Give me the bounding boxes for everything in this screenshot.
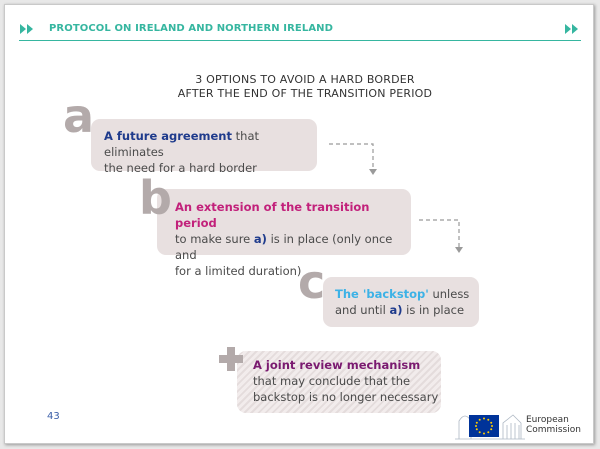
- option-a-line-2: the need for a hard border: [104, 161, 257, 175]
- option-b-letter: b: [139, 171, 172, 225]
- joint-review-line-1: A joint review mechanism: [253, 358, 421, 372]
- slide-heading: [155, 73, 455, 101]
- option-b-line-1: An extension of the transition period: [175, 200, 370, 230]
- page-number: 43: [47, 411, 60, 422]
- dashed-arrow-icon: [327, 141, 383, 177]
- joint-review-line-2: that may conclude that the: [253, 374, 411, 388]
- option-c-letter: c: [298, 255, 326, 309]
- header-rule: [19, 40, 581, 41]
- plus-icon: [218, 346, 244, 372]
- european-commission-wordmark: European Commission: [526, 415, 581, 435]
- option-a-emphasis: A future agreement: [104, 129, 232, 143]
- header-title: PROTOCOL ON IRELAND AND NORTHERN IRELAND: [49, 23, 334, 34]
- option-c-line-1: The 'backstop' unless: [335, 287, 470, 301]
- header: [5, 5, 595, 45]
- option-c-emphasis: The 'backstop': [335, 287, 429, 301]
- heading-line-1: 3 OPTIONS TO AVOID A HARD BORDER: [195, 73, 415, 86]
- option-b-line-3: for a limited duration): [175, 264, 302, 278]
- joint-review-line-3: backstop is no longer necessary: [253, 390, 439, 404]
- option-a-letter: a: [63, 89, 95, 143]
- option-b-box: [157, 189, 411, 278]
- joint-review-box: [237, 351, 441, 413]
- option-b-line-2: to make sure a) is in place (only once and: [175, 232, 393, 262]
- option-c-line-2: and until a) is in place: [335, 303, 465, 317]
- option-c-box: [323, 277, 479, 327]
- double-chevron-right-icon: [565, 24, 581, 34]
- option-a-line-1: [104, 128, 317, 160]
- heading-line-2: AFTER THE END OF THE TRANSITION PERIOD: [177, 87, 433, 100]
- dashed-arrow-icon: [417, 217, 473, 257]
- slide: [4, 4, 594, 444]
- double-chevron-right-icon: [20, 24, 36, 34]
- option-a-box: [91, 119, 317, 175]
- option-a-text: that eliminates: [104, 129, 259, 159]
